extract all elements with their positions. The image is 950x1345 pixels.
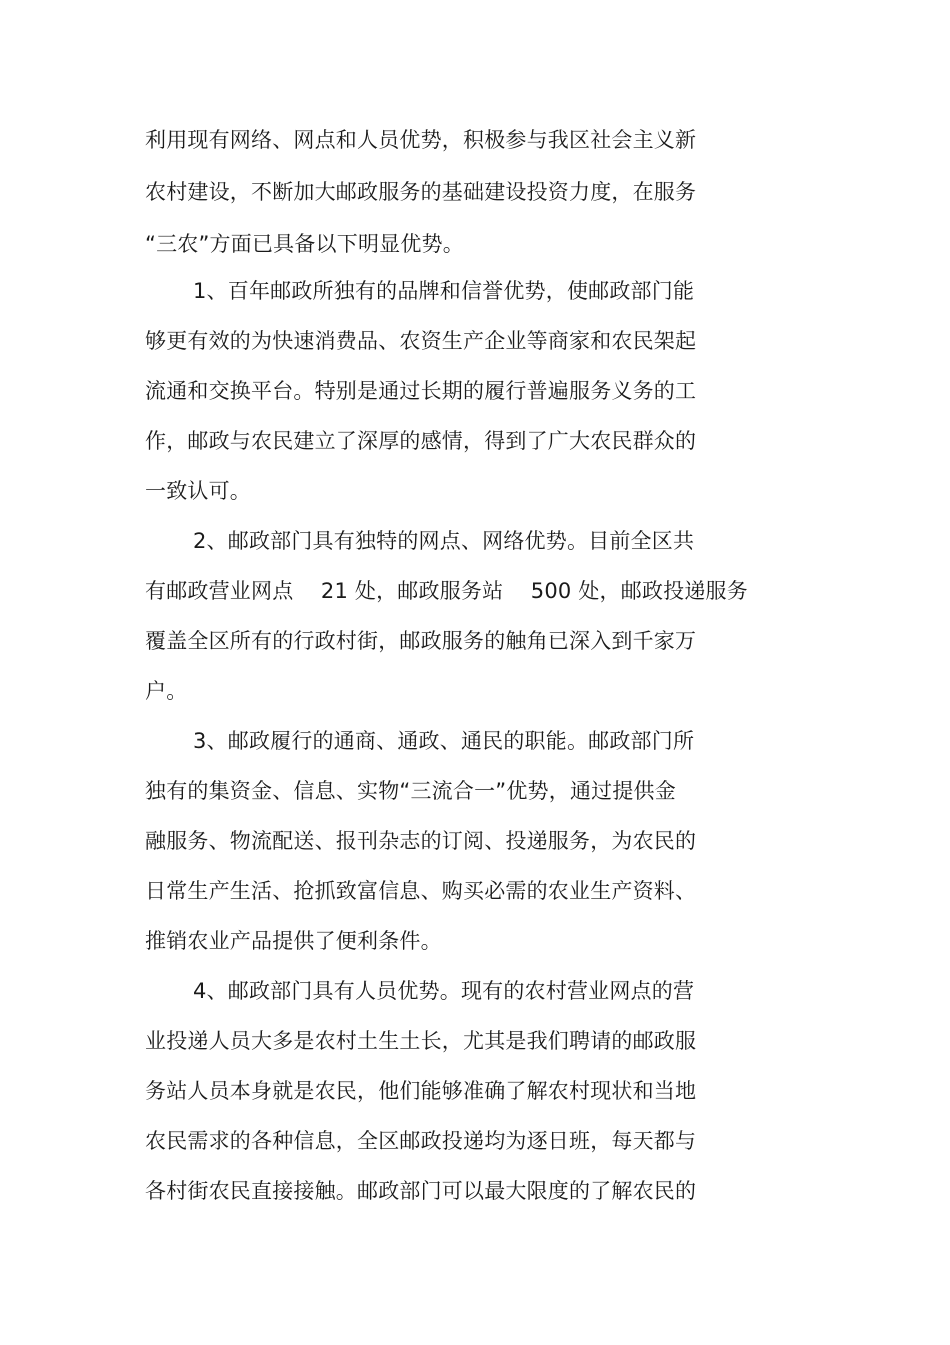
text-line: 覆盖全区所有的行政村街，邮政服务的触角已深入到千家万 xyxy=(145,629,697,653)
paragraph-3-start: 3、邮政履行的通商、通政、通民的职能。邮政部门所 xyxy=(193,729,695,753)
text-line: 够更有效的为快速消费品、农资生产企业等商家和农民架起 xyxy=(145,329,697,353)
text-line: 一致认可。 xyxy=(145,479,251,503)
text-line: 户。 xyxy=(145,679,188,703)
text-line: 各村街农民直接接触。邮政部门可以最大限度的了解农民的 xyxy=(145,1179,697,1203)
text-line: 农村建设，不断加大邮政服务的基础建设投资力度，在服务 xyxy=(145,180,697,204)
text-line: 有邮政营业网点 21 处，邮政服务站 500 处，邮政投递服务 xyxy=(145,579,748,603)
text-line: 业投递人员大多是农村土生土长，尤其是我们聘请的邮政服 xyxy=(145,1029,697,1053)
paragraph-1-start: 1、百年邮政所独有的品牌和信誉优势，使邮政部门能 xyxy=(193,279,695,303)
text-line: 利用现有网络、网点和人员优势，积极参与我区社会主义新 xyxy=(145,128,697,152)
text-line: 务站人员本身就是农民，他们能够准确了解农村现状和当地 xyxy=(145,1079,697,1103)
text-line: 流通和交换平台。特别是通过长期的履行普遍服务义务的工 xyxy=(145,379,697,403)
text-line: 农民需求的各种信息，全区邮政投递均为逐日班，每天都与 xyxy=(145,1129,697,1153)
paragraph-4-start: 4、邮政部门具有人员优势。现有的农村营业网点的营 xyxy=(193,979,695,1003)
text-line: 推销农业产品提供了便利条件。 xyxy=(145,929,442,953)
text-line: 作，邮政与农民建立了深厚的感情，得到了广大农民群众的 xyxy=(145,429,697,453)
paragraph-2-start: 2、邮政部门具有独特的网点、网络优势。目前全区共 xyxy=(193,529,695,553)
text-line: 融服务、物流配送、报刊杂志的订阅、投递服务，为农民的 xyxy=(145,829,697,853)
text-line: 日常生产生活、抢抓致富信息、购买必需的农业生产资料、 xyxy=(145,879,697,903)
text-line: 独有的集资金、信息、实物“三流合一”优势，通过提供金 xyxy=(145,779,676,803)
text-line: “三农”方面已具备以下明显优势。 xyxy=(145,232,464,256)
